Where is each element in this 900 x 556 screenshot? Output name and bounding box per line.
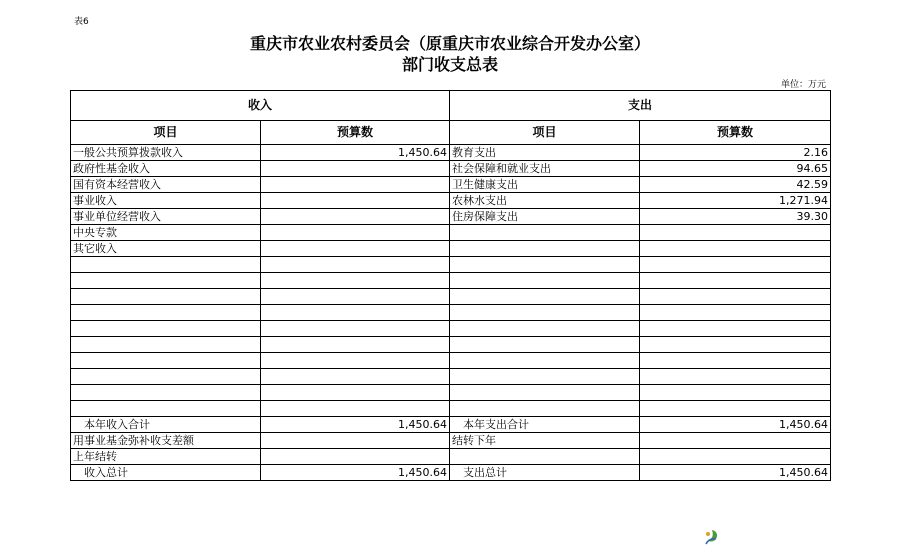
expense-item-cell: 结转下年 xyxy=(450,433,640,449)
expense-item-cell xyxy=(450,401,640,417)
expense-item-cell xyxy=(450,449,640,465)
income-item-cell xyxy=(71,369,261,385)
income-item-cell xyxy=(71,273,261,289)
expense-item-cell: 本年支出合计 xyxy=(450,417,640,433)
header-row-columns xyxy=(71,121,831,145)
expense-item-cell xyxy=(450,321,640,337)
table-row xyxy=(71,385,831,401)
expense-budget-cell xyxy=(640,257,831,273)
table-row xyxy=(71,257,831,273)
income-item-cell xyxy=(71,257,261,273)
summary-row xyxy=(71,449,831,465)
income-item-cell: 上年结转 xyxy=(71,449,261,465)
summary-row xyxy=(71,465,831,481)
header-row-sections xyxy=(71,91,831,121)
expense-header: 支出 xyxy=(450,91,831,121)
expense-budget-cell: 2.16 xyxy=(640,145,831,161)
expense-budget-cell xyxy=(640,225,831,241)
income-item-cell xyxy=(71,353,261,369)
income-budget-cell xyxy=(261,433,450,449)
expense-budget-cell xyxy=(640,369,831,385)
expense-item-cell xyxy=(450,225,640,241)
income-budget-cell xyxy=(261,257,450,273)
table-row xyxy=(71,273,831,289)
expense-budget-cell: 1,450.64 xyxy=(640,417,831,433)
income-item-cell xyxy=(71,321,261,337)
income-item-cell xyxy=(71,289,261,305)
expense-budget-cell xyxy=(640,289,831,305)
page-subtitle: 部门收支总表 xyxy=(401,55,498,74)
table-row xyxy=(71,161,831,177)
summary-row xyxy=(71,433,831,449)
expense-budget-cell xyxy=(640,449,831,465)
income-budget-cell: 1,450.64 xyxy=(261,417,450,433)
income-item-header: 项目 xyxy=(71,121,261,145)
income-item-cell: 国有资本经营收入 xyxy=(71,177,261,193)
income-item-cell: 用事业基金弥补收支差额 xyxy=(71,433,261,449)
expense-budget-cell: 1,450.64 xyxy=(640,465,831,481)
income-budget-cell xyxy=(261,273,450,289)
income-budget-cell xyxy=(261,369,450,385)
income-budget-cell xyxy=(261,401,450,417)
expense-item-cell: 教育支出 xyxy=(450,145,640,161)
table-row xyxy=(71,289,831,305)
table-row xyxy=(71,321,831,337)
income-budget-cell xyxy=(261,449,450,465)
table-row xyxy=(71,209,831,225)
page-title: 重庆市农业农村委员会（原重庆市农业综合开发办公室） xyxy=(249,34,650,53)
expense-item-cell: 农林水支出 xyxy=(450,193,640,209)
expense-budget-cell: 39.30 xyxy=(640,209,831,225)
income-budget-cell xyxy=(261,337,450,353)
table-number: 表6 xyxy=(74,17,89,27)
table-row xyxy=(71,337,831,353)
expense-budget-cell xyxy=(640,337,831,353)
income-budget-cell: 1,450.64 xyxy=(261,465,450,481)
expense-item-cell xyxy=(450,369,640,385)
expense-budget-cell xyxy=(640,321,831,337)
income-budget-cell xyxy=(261,353,450,369)
expense-budget-cell xyxy=(640,241,831,257)
table-row xyxy=(71,401,831,417)
table-row xyxy=(71,241,831,257)
expense-budget-cell xyxy=(640,401,831,417)
table-row xyxy=(71,305,831,321)
table-row xyxy=(71,369,831,385)
income-item-cell: 政府性基金收入 xyxy=(71,161,261,177)
income-item-cell: 事业单位经营收入 xyxy=(71,209,261,225)
income-budget-cell: 1,450.64 xyxy=(261,145,450,161)
budget-table xyxy=(70,90,831,481)
table-row xyxy=(71,177,831,193)
income-item-cell: 中央专款 xyxy=(71,225,261,241)
leaf-logo-icon xyxy=(703,528,721,546)
income-item-cell: 收入总计 xyxy=(71,465,261,481)
expense-budget-cell xyxy=(640,353,831,369)
expense-item-cell: 社会保障和就业支出 xyxy=(450,161,640,177)
expense-item-cell xyxy=(450,305,640,321)
income-budget-cell xyxy=(261,385,450,401)
income-budget-cell xyxy=(261,321,450,337)
income-budget-cell xyxy=(261,305,450,321)
expense-budget-cell xyxy=(640,433,831,449)
income-item-cell: 本年收入合计 xyxy=(71,417,261,433)
expense-item-cell xyxy=(450,353,640,369)
income-budget-cell xyxy=(261,225,450,241)
expense-item-cell xyxy=(450,337,640,353)
income-header: 收入 xyxy=(71,91,450,121)
summary-row xyxy=(71,417,831,433)
expense-item-header: 项目 xyxy=(450,121,640,145)
expense-budget-cell xyxy=(640,305,831,321)
expense-budget-cell: 1,271.94 xyxy=(640,193,831,209)
income-budget-cell xyxy=(261,289,450,305)
expense-item-cell xyxy=(450,241,640,257)
expense-budget-cell: 94.65 xyxy=(640,161,831,177)
expense-item-cell: 住房保障支出 xyxy=(450,209,640,225)
income-item-cell: 一般公共预算拨款收入 xyxy=(71,145,261,161)
income-item-cell: 其它收入 xyxy=(71,241,261,257)
expense-item-cell: 支出总计 xyxy=(450,465,640,481)
income-budget-cell xyxy=(261,209,450,225)
expense-item-cell: 卫生健康支出 xyxy=(450,177,640,193)
income-item-cell: 事业收入 xyxy=(71,193,261,209)
income-item-cell xyxy=(71,385,261,401)
expense-item-cell xyxy=(450,273,640,289)
expense-item-cell xyxy=(450,289,640,305)
unit-label: 单位：万元 xyxy=(780,80,826,90)
table-row xyxy=(71,193,831,209)
expense-budget-cell xyxy=(640,385,831,401)
expense-budget-cell: 42.59 xyxy=(640,177,831,193)
income-item-cell xyxy=(71,337,261,353)
expense-item-cell xyxy=(450,257,640,273)
table-row xyxy=(71,145,831,161)
income-item-cell xyxy=(71,401,261,417)
expense-budget-cell xyxy=(640,273,831,289)
income-budget-header: 预算数 xyxy=(261,121,450,145)
income-budget-cell xyxy=(261,241,450,257)
income-budget-cell xyxy=(261,177,450,193)
income-budget-cell xyxy=(261,193,450,209)
income-budget-cell xyxy=(261,161,450,177)
table-row xyxy=(71,353,831,369)
expense-item-cell xyxy=(450,385,640,401)
table-row xyxy=(71,225,831,241)
income-item-cell xyxy=(71,305,261,321)
expense-budget-header: 预算数 xyxy=(640,121,831,145)
